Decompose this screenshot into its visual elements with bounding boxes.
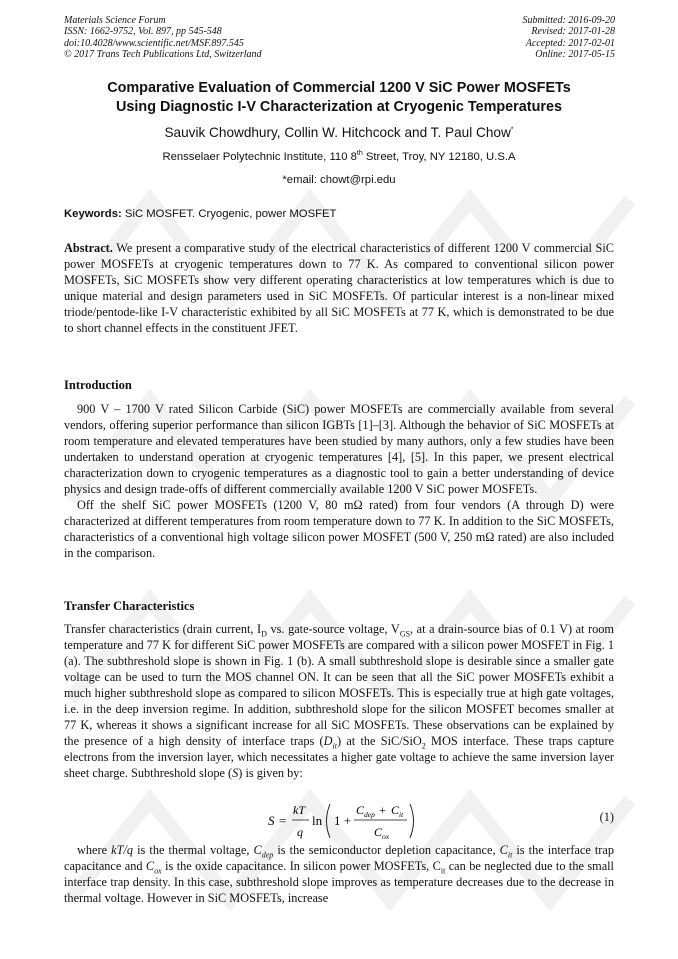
eq-cox-sub: ox xyxy=(382,832,390,841)
accepted-date: Accepted: 2017-02-01 xyxy=(525,37,615,49)
section-heading-introduction: Introduction xyxy=(64,378,132,392)
paper-title xyxy=(40,79,638,117)
intro-paragraph-2: Off the shelf SiC power MOSFETs (1200 V, 80 mΩ rated) from four vendors (A through D) were characterized at different temperatures from room temperature down to 77 K. In addition to the SiC MOSFETs, characteristics of a conventional high voltage silicon power MOSFET (500 V, 250 mΩ rated) are also included in the comparison. xyxy=(64,498,614,560)
text-run: , at a drain-source bias of 0.1 V) at room temperature and 77 K for different SiC power MOSFETs are compared with a silicon power MOSFET in Fig. 1 (a). The subthreshold slope is shown in Fig. 1 (b). A small subthreshold slope is desirable since a smaller gate voltage can be used to turn the MOS channel ON. It can be seen that all the SiC power MOSFETs exhibit a much higher subthreshold slope as compared to silicon MOSFETs. This is especially true at high gate voltages, i.e. in the deep inversion regime. In addition, subthreshold slope for the silicon MOSFET becomes smaller at 77 K, whereas it shows a significant increase for all SiC MOSFETs. These observations can be explained by the presence of a high density of interface traps ( xyxy=(64,622,615,748)
eq-kT: kT xyxy=(293,803,305,817)
eq-q: q xyxy=(297,825,303,839)
contact-email[interactable]: *email: chowt@rpi.edu xyxy=(282,174,396,186)
abstract-text: We present a comparative study of the electrical characteristics of different 1200 V commercial SiC power MOSFETs at cryogenic temperatures down to 77 K. As compared to conventional silicon power MOSFETs, SiC MOSFETs show very different operating characteristics at low temperatures which is due to unique material and design parameters used in SiC MOSFETs. Of particular interest is a non-linear mixed triode/pentode-like I-V characteristic exhibited by all SiC MOSFETs at 77 K, which is demonstrated to be due to short channel effects in the constituent JFET. xyxy=(64,241,614,335)
subscript: D xyxy=(261,629,267,639)
subscript: it xyxy=(440,866,446,876)
text-run: is the interface trap capacitance and xyxy=(64,843,615,873)
keywords-text: SiC MOSFET. Cryogenic, power MOSFET xyxy=(121,208,337,220)
journal-info xyxy=(64,15,262,61)
eq-equals: = xyxy=(279,813,287,828)
corresponding-mark: * xyxy=(510,126,514,134)
equation-1 xyxy=(64,800,614,842)
title-line-2: Using Diagnostic I-V Characterization at Cryogenic Temperatures xyxy=(116,99,562,115)
abstract xyxy=(64,240,614,336)
text-run: ) is given by: xyxy=(238,766,303,780)
affiliation xyxy=(40,150,638,165)
submission-dates xyxy=(523,15,616,61)
eq-cdep-sub: dep xyxy=(364,810,375,819)
subscript: dep xyxy=(261,850,274,860)
text-run: is the semiconductor depletion capacitance, xyxy=(273,843,500,857)
text-run: can be neglected due to the small interface trap density. In this case, subthreshold slope improves as temperature decreases due to the decrease in thermal voltage. However in SiC MOSFETs, increase xyxy=(64,859,614,905)
subscript: 2 xyxy=(421,741,426,751)
affiliation-text: Rensselaer Polytechnic Institute, 110 8 xyxy=(162,151,357,163)
online-date: Online: 2017-05-15 xyxy=(535,49,615,61)
author-names: Sauvik Chowdhury, Collin W. Hitchcock and T. Paul Chow xyxy=(164,125,511,140)
symbol: C xyxy=(145,859,155,873)
affiliation-sup: th xyxy=(356,150,363,158)
text-run: where xyxy=(77,843,112,857)
eq-cit-sub: it xyxy=(399,810,404,819)
transfer-paragraph xyxy=(64,621,614,781)
title-line-1: Comparative Evaluation of Commercial 1200 V SiC Power MOSFETs xyxy=(107,80,571,96)
copyright-line: © 2017 Trans Tech Publications Ltd, Switzerland xyxy=(64,49,262,61)
eq-one-plus: 1 + xyxy=(334,813,352,828)
symbol: S xyxy=(232,766,239,780)
keywords xyxy=(64,207,614,222)
subscript: GS xyxy=(399,629,411,639)
affiliation-text-end: Street, Troy, NY 12180, U.S.A xyxy=(362,151,516,163)
subscript: it xyxy=(332,741,337,751)
symbol: kT/q xyxy=(111,843,134,857)
doi-line: doi:10.4028/www.scientific.net/MSF.897.545 xyxy=(64,37,244,49)
introduction-body xyxy=(64,401,614,561)
symbol: C xyxy=(253,843,262,857)
equation-svg xyxy=(64,800,614,842)
text-run: is the oxide capacitance. In silicon power MOSFETs, C xyxy=(161,859,441,873)
post-equation-paragraph xyxy=(64,842,614,906)
eq-cox: C xyxy=(374,825,383,839)
text-run: ) at the SiC/SiO xyxy=(337,734,422,748)
section-heading-transfer: Transfer Characteristics xyxy=(64,599,195,613)
issn-line: ISSN: 1662-9752, Vol. 897, pp 545-548 xyxy=(64,26,222,38)
eq-cdep: C xyxy=(356,803,365,817)
eq-ln: ln xyxy=(312,813,323,828)
symbol: D xyxy=(323,734,333,748)
author-list xyxy=(40,124,638,142)
subscript: ox xyxy=(154,866,162,876)
subscript: it xyxy=(507,850,513,860)
eq-cit: C xyxy=(391,803,400,817)
text-run: MOS interface. These traps capture electrons from the inversion layer, which necessitates a higher gate voltage to achieve the same inversion layer sheet charge. Subthreshold slope ( xyxy=(64,734,614,780)
eq-plus: + xyxy=(379,803,386,817)
abstract-label: Abstract. xyxy=(64,241,113,255)
intro-paragraph-1: 900 V – 1700 V rated Silicon Carbide (SiC) power MOSFETs are commercially available from several vendors, offering superior performance than silicon IGBTs [1]–[3]. Although the behavior of SiC MOSFETs at room temperature and elevated temperatures have been studied by many authors, only a few studies have been undertaken to understand operation at cryogenic temperatures [4], [5]. In this paper, we present electrical characterization down to cryogenic temperatures as a diagnostic tool to gain a better understanding of device physics and design trade-offs of different commercially available 1200 V SiC power MOSFETs. xyxy=(64,402,614,496)
text-run: is the thermal voltage, xyxy=(133,843,254,857)
keywords-label: Keywords: xyxy=(64,208,122,220)
text-run: Transfer characteristics (drain current, I xyxy=(64,622,262,636)
eq-lhs: S xyxy=(268,813,275,828)
submitted-date: Submitted: 2016-09-20 xyxy=(522,15,615,26)
eq-left-paren xyxy=(327,804,331,838)
eq-right-paren xyxy=(410,804,414,838)
revised-date: Revised: 2017-01-28 xyxy=(531,26,615,38)
symbol: C xyxy=(499,843,508,857)
journal-name: Materials Science Forum xyxy=(64,15,166,26)
equation-number: (1) xyxy=(599,810,614,824)
text-run: vs. gate-source voltage, V xyxy=(266,622,400,636)
